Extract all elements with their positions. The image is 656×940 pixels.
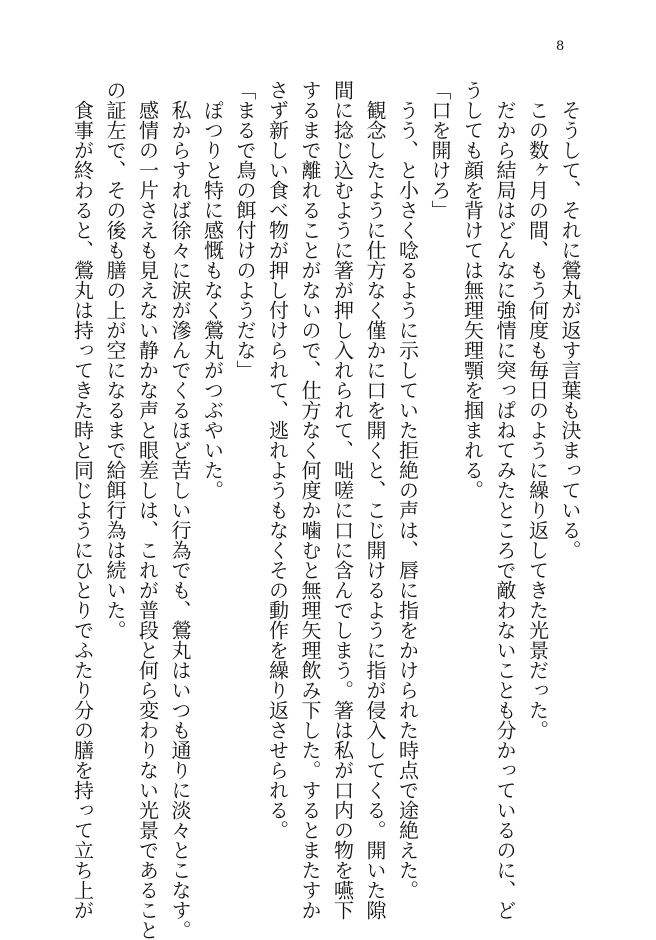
text-line: 私からすれば徐々に涙が滲んでくるほど苦しい行為でも、鶯丸はいつも通りに淡々とこなす。 — [168, 80, 192, 940]
vertical-text-block — [66, 80, 586, 940]
text-line: 「まるで鳥の餌付けのようだな」 — [233, 80, 257, 380]
text-line: さず新しい食べ物が押し付けられて、逃れようもなくその動作を繰り返させられる。 — [265, 80, 290, 840]
text-line: 観念したように仕方なく僅かに口を開くと、こじ開けるように指が侵入してくる。開いた隙 — [363, 80, 387, 920]
text-line: そうして、それに鶯丸が返す言葉も決まっている。 — [558, 80, 582, 560]
text-line: の証左で、その後も膳の上が空になるまで給餌行為は続いた。 — [103, 80, 127, 640]
text-line: うう、と小さく唸るように示していた拒絶の声は、唇に指をかけられた時点で途絶えた。 — [395, 80, 420, 900]
text-line: するまで離れることがないので、仕方なく何度か噛むと無理矢理飲み下した。するとまたすか — [298, 80, 322, 920]
page-number: 8 — [556, 39, 565, 54]
text-line: 食事が終わると、鶯丸は持ってきた時と同じようにひとりでふたり分の膳を持って立ち上が — [70, 80, 95, 920]
text-line: 間に捻じ込むように箸が押し入れられて、咄嗟に口に含んでしまう。箸は私が口内の物を嚥下 — [330, 80, 355, 920]
text-line: 「口を開けろ」 — [428, 80, 452, 220]
text-line: ぽつりと特に感慨もなく鶯丸がつぶやいた。 — [200, 80, 225, 500]
text-line: この数ヶ月の間、もう何度も毎日のように繰り返してきた光景だった。 — [525, 80, 550, 740]
text-line: うしても顔を背けては無理矢理顎を掴まれる。 — [460, 80, 485, 500]
text-line: 感情の一片さえも見えない静かな声と眼差しは、これが普段と何ら変わりない光景であること — [135, 80, 160, 940]
text-line: だから結局はどんなに強情に突っぱねてみたところで敵わないことも分かっているのに、ど — [493, 80, 517, 920]
